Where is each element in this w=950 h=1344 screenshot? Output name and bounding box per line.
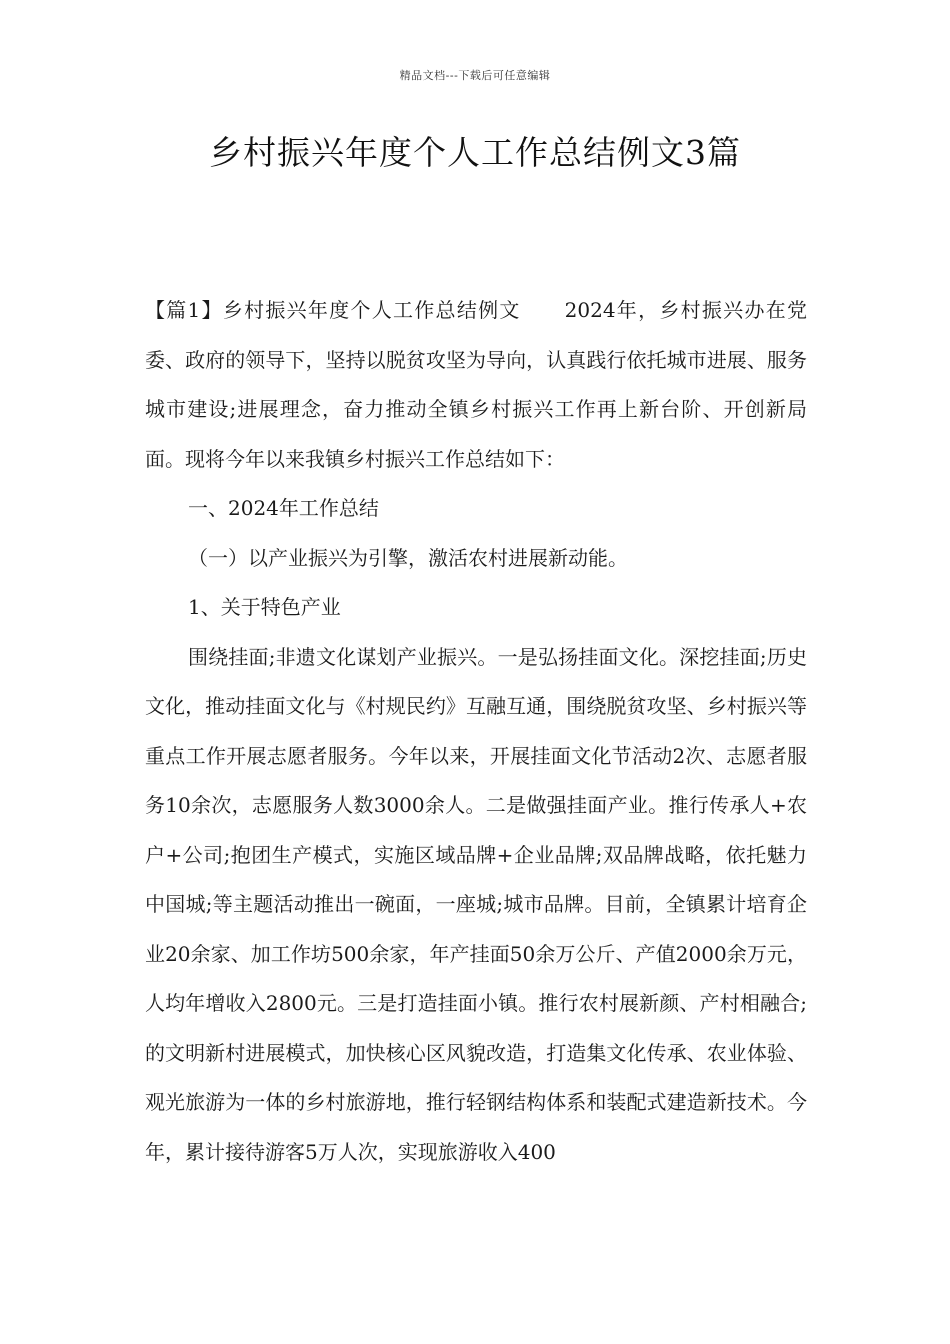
intro-text: 2024年，乡村振兴办在党委、政府的领导下，坚持以脱贫攻坚为导向，认真践行依托城市进展、服务城市建设;进展理念，奋力推动全镇乡村振兴工作再上新台阶、开创新局面。现将今年以来我镇乡村振兴工作总结如下： xyxy=(145,298,807,471)
intro-paragraph xyxy=(145,286,807,484)
heading-level-1: 一、2024年工作总结 xyxy=(188,496,379,520)
header-note: 精品文档---下载后可任意编辑 xyxy=(399,69,551,82)
body-paragraph: 围绕挂面;非遗文化谋划产业振兴。一是弘扬挂面文化。深挖挂面;历史文化，推动挂面文化与《村规民约》互融互通，围绕脱贫攻坚、乡村振兴等重点工作开展志愿者服务。今年以来，开展挂面文化节活动2次、志愿者服务10余次，志愿服务人数3000余人。二是做强挂面产业。推行传承人+农户+公司;抱团生产模式，实施区域品牌+企业品牌;双品牌战略，依托魅力中国城;等主题活动推出一碗面，一座城;城市品牌。目前，全镇累计培育企业20余家、加工作坊500余家，年产挂面50余万公斤、产值2000余万元，人均年增收入2800元。三是打造挂面小镇。推行农村展新颜、产村相融合;的文明新村进展模式，加快核心区风貌改造，打造集文化传承、农业体验、观光旅游为一体的乡村旅游地，推行轻钢结构体系和装配式建造新技术。今年，累计接待游客5万人次，实现旅游收入400 xyxy=(145,644,807,1164)
intro-label: 【篇1】乡村振兴年度个人工作总结例文 xyxy=(145,298,521,322)
document-title: 乡村振兴年度个人工作总结例文3篇 xyxy=(209,133,741,172)
document-body xyxy=(145,286,807,1177)
heading-level-2: （一）以产业振兴为引擎，激活农村进展新动能。 xyxy=(188,545,628,570)
heading-level-3: 1、关于特色产业 xyxy=(188,595,341,619)
